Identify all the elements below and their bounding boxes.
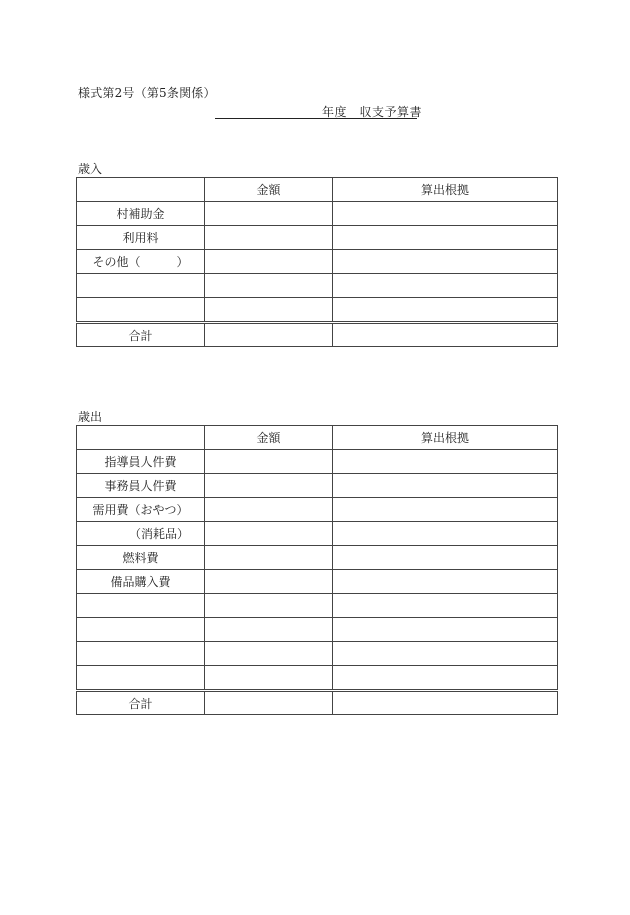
amount-cell[interactable] [205, 274, 333, 298]
amount-cell[interactable] [205, 522, 333, 546]
income-section-label: 歳入 [78, 162, 103, 176]
item-name[interactable] [77, 618, 205, 642]
table-row [77, 666, 558, 691]
table-row [77, 450, 558, 474]
total-label: 合計 [77, 323, 205, 347]
amount-cell[interactable] [205, 226, 333, 250]
amount-cell[interactable] [205, 250, 333, 274]
table-row [77, 250, 558, 274]
amount-cell[interactable] [205, 642, 333, 666]
item-name: 備品購入費 [77, 570, 205, 594]
basis-cell[interactable] [333, 250, 558, 274]
basis-cell[interactable] [333, 474, 558, 498]
total-amount-cell[interactable] [205, 691, 333, 715]
amount-cell[interactable] [205, 618, 333, 642]
basis-cell[interactable] [333, 226, 558, 250]
amount-cell[interactable] [205, 202, 333, 226]
basis-column-header: 算出根拠 [333, 178, 558, 202]
total-row [77, 323, 558, 347]
amount-cell[interactable] [205, 594, 333, 618]
item-name: （消耗品） [77, 522, 205, 546]
item-name[interactable] [77, 642, 205, 666]
table-header-row [77, 178, 558, 202]
table-header-row [77, 426, 558, 450]
expense-section-label: 歳出 [78, 410, 103, 424]
amount-cell[interactable] [205, 666, 333, 691]
table-row [77, 274, 558, 298]
item-name: その他（ ） [77, 250, 205, 274]
basis-cell[interactable] [333, 546, 558, 570]
total-basis-cell[interactable] [333, 323, 558, 347]
table-row [77, 474, 558, 498]
amount-cell[interactable] [205, 474, 333, 498]
income-table [76, 177, 558, 347]
item-column-header [77, 426, 205, 450]
table-row [77, 202, 558, 226]
item-name[interactable] [77, 298, 205, 323]
amount-cell[interactable] [205, 546, 333, 570]
basis-cell[interactable] [333, 202, 558, 226]
item-name: 需用費（おやつ） [77, 498, 205, 522]
table-row [77, 522, 558, 546]
table-row [77, 226, 558, 250]
item-name[interactable] [77, 594, 205, 618]
item-name[interactable] [77, 666, 205, 691]
basis-cell[interactable] [333, 522, 558, 546]
basis-cell[interactable] [333, 618, 558, 642]
basis-cell[interactable] [333, 642, 558, 666]
table-row [77, 298, 558, 323]
basis-column-header: 算出根拠 [333, 426, 558, 450]
table-row [77, 618, 558, 642]
expense-table [76, 425, 558, 715]
amount-cell[interactable] [205, 498, 333, 522]
basis-cell[interactable] [333, 274, 558, 298]
table-row [77, 594, 558, 618]
total-label: 合計 [77, 691, 205, 715]
total-basis-cell[interactable] [333, 691, 558, 715]
table-row [77, 642, 558, 666]
table-row [77, 570, 558, 594]
item-name: 村補助金 [77, 202, 205, 226]
amount-cell[interactable] [205, 450, 333, 474]
basis-cell[interactable] [333, 498, 558, 522]
basis-cell[interactable] [333, 450, 558, 474]
basis-cell[interactable] [333, 570, 558, 594]
table-row [77, 498, 558, 522]
item-name: 燃料費 [77, 546, 205, 570]
basis-cell[interactable] [333, 666, 558, 691]
basis-cell[interactable] [333, 298, 558, 323]
basis-cell[interactable] [333, 594, 558, 618]
total-row [77, 691, 558, 715]
total-amount-cell[interactable] [205, 323, 333, 347]
item-name: 利用料 [77, 226, 205, 250]
table-row [77, 546, 558, 570]
item-column-header [77, 178, 205, 202]
item-name: 指導員人件費 [77, 450, 205, 474]
amount-column-header: 金額 [205, 178, 333, 202]
document-title: 年度 収支予算書 [322, 105, 423, 119]
item-name: 事務員人件費 [77, 474, 205, 498]
amount-column-header: 金額 [205, 426, 333, 450]
amount-cell[interactable] [205, 298, 333, 323]
item-name[interactable] [77, 274, 205, 298]
amount-cell[interactable] [205, 570, 333, 594]
form-number: 様式第2号（第5条関係） [78, 86, 216, 100]
